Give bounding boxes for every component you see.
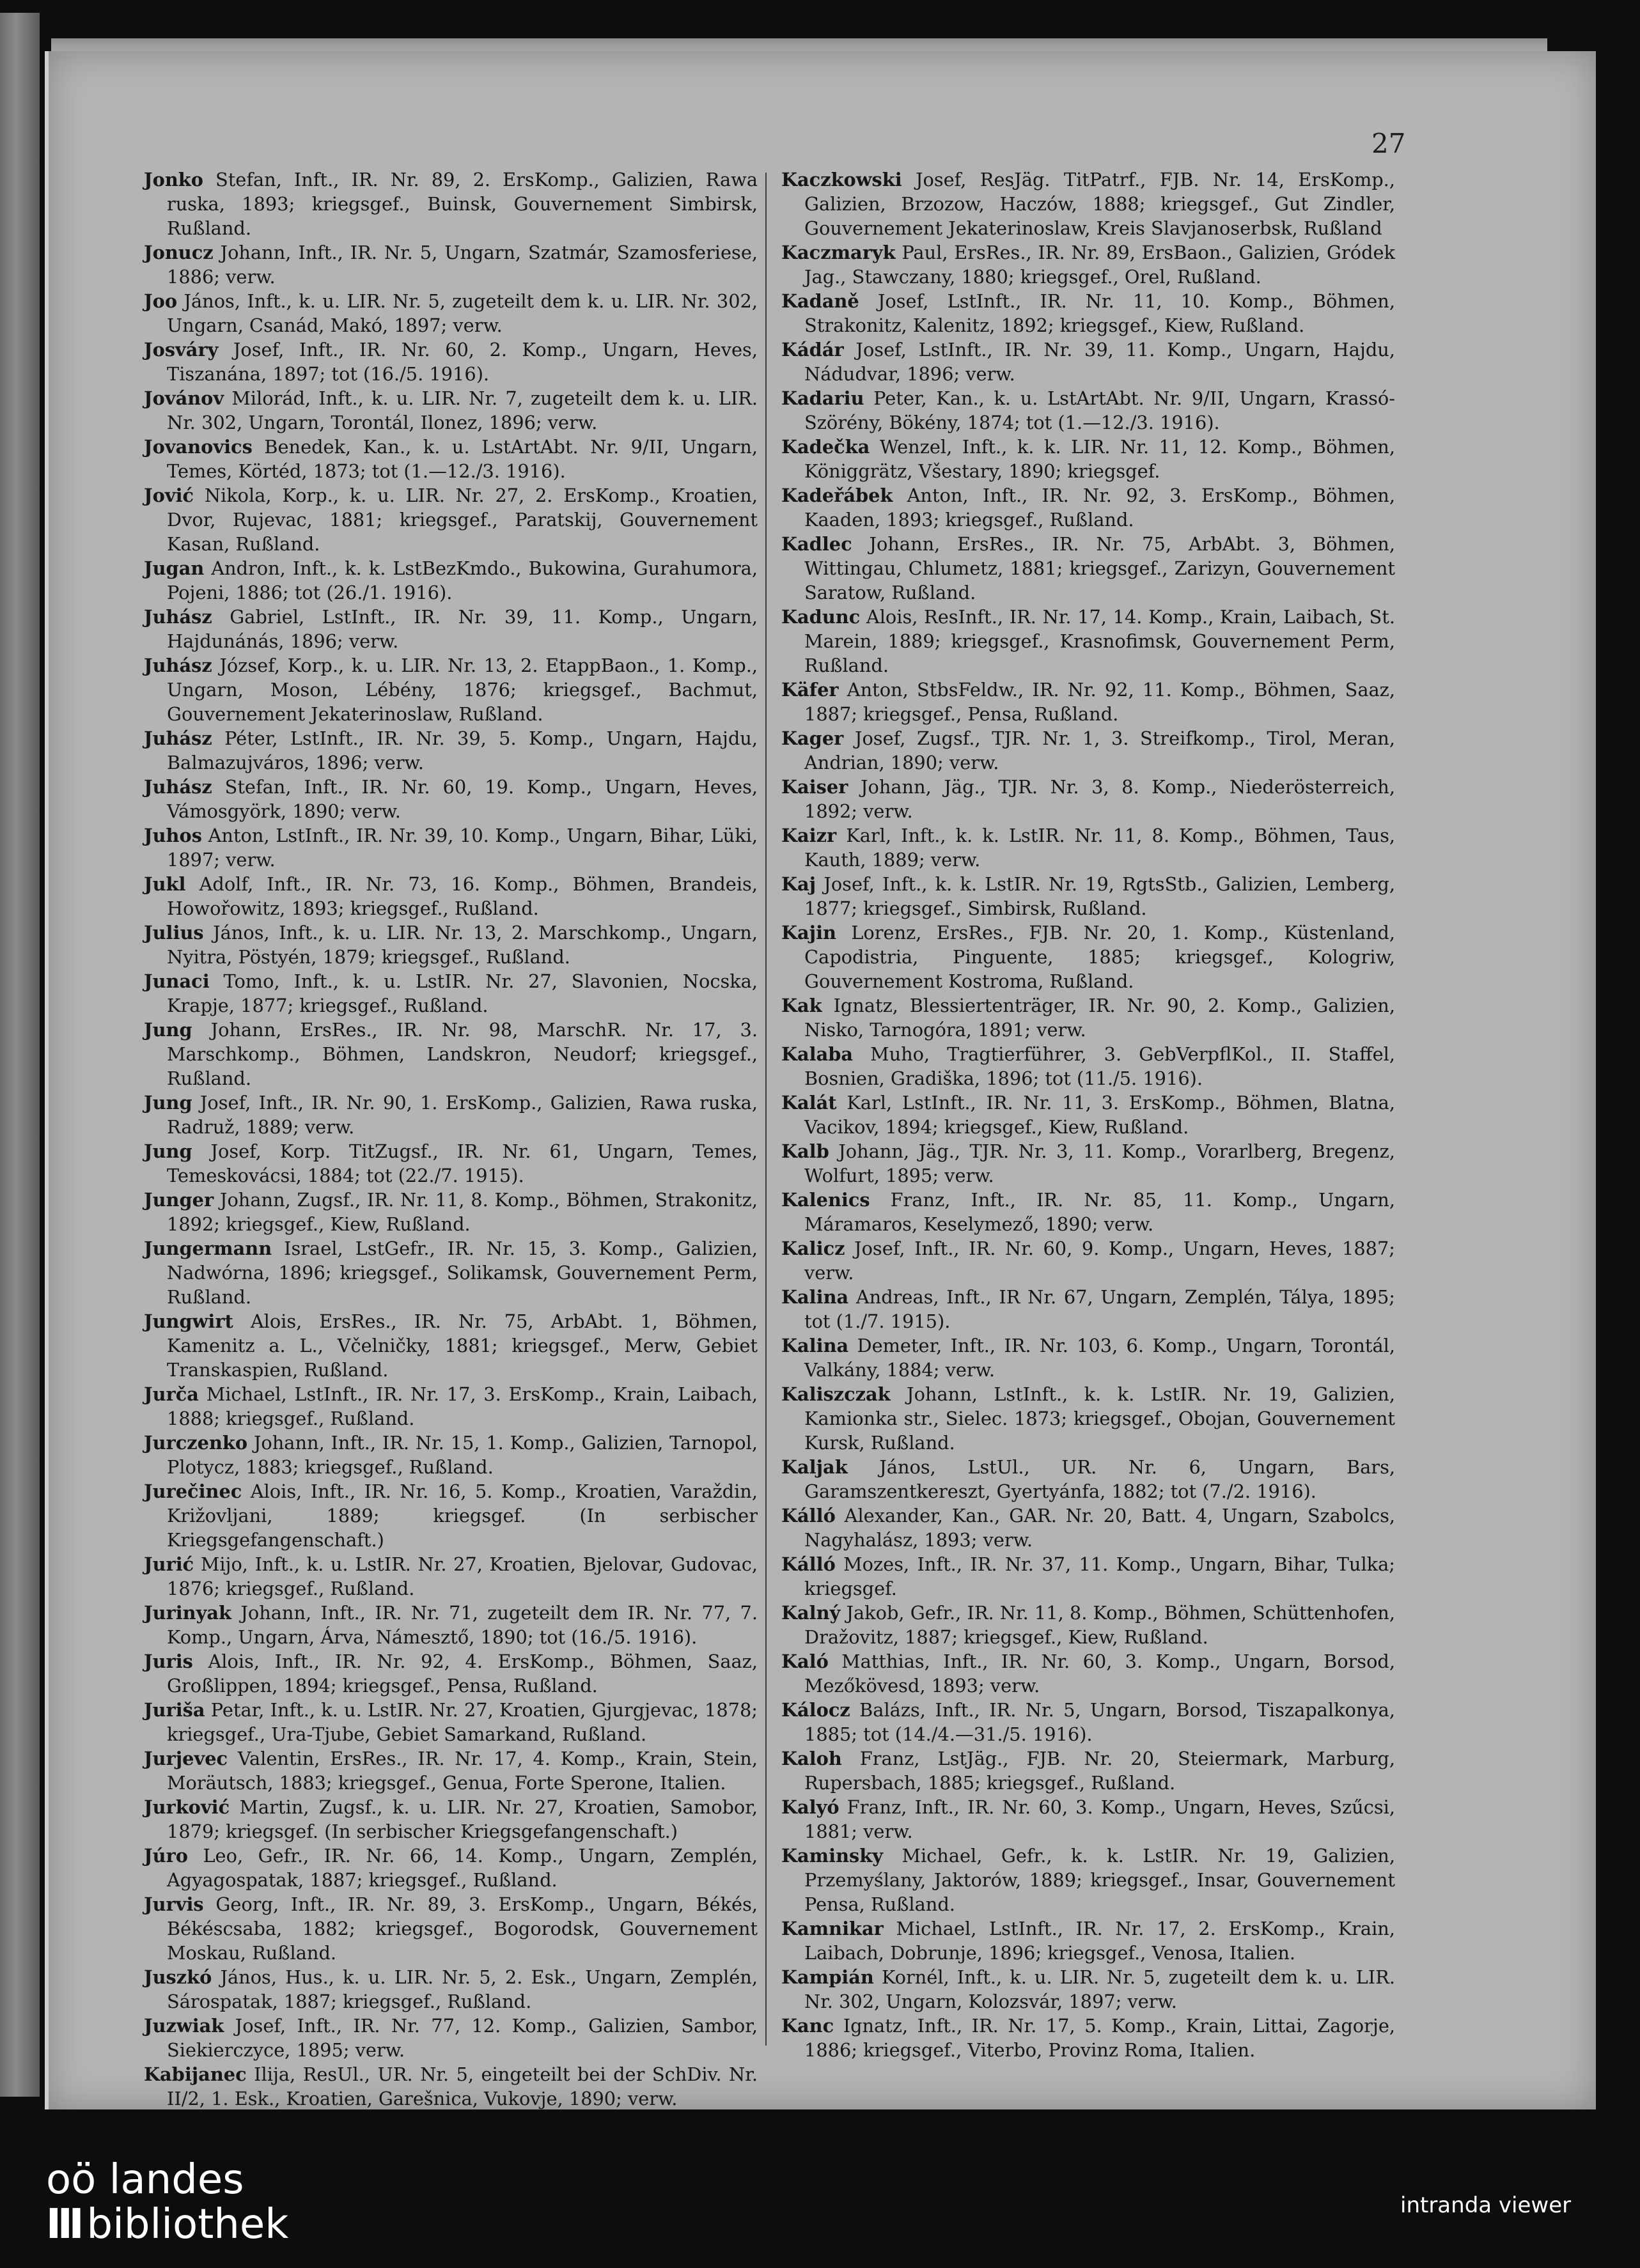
entry-surname: Kalaba: [781, 1043, 854, 1065]
entry-surname: Kadunc: [781, 606, 861, 628]
logo-text-line2: bibliothek: [86, 2201, 289, 2248]
entry-details: Valentin, ErsRes., IR. Nr. 17, 4. Komp., Krain, Stein, Moräutsch, 1883; kriegsgef., Genua, Forte Sperone, Italien.: [167, 1748, 758, 1794]
register-entry: [781, 2014, 1395, 2062]
entry-details: Alois, Inft., IR. Nr. 92, 4. ErsKomp., Böhmen, Saaz, Großlippen, 1894; kriegsgef., Pensa, Rußland.: [167, 1651, 758, 1697]
register-entry: [144, 435, 758, 483]
entry-surname: Jurczenko: [144, 1432, 248, 1454]
register-entry: [144, 1018, 758, 1091]
entry-surname: Kaj: [781, 873, 816, 895]
register-entry: [144, 969, 758, 1018]
register-entry: [144, 1746, 758, 1795]
entry-surname: Kaloh: [781, 1748, 842, 1769]
logo-text-line1: oö landes: [46, 2156, 244, 2203]
entry-surname: Juhász: [144, 727, 212, 749]
entry-surname: Kaló: [781, 1651, 829, 1672]
entry-details: Ilija, ResUl., UR. Nr. 5, eingeteilt bei der SchDiv. Nr. II/2, 1. Esk., Kroatien, Garešnica, Vukovje, 1890; verw.: [167, 2063, 758, 2109]
register-entry: [781, 678, 1395, 726]
register-entry: [144, 2062, 758, 2111]
entry-details: Josef, Inft., IR. Nr. 60, 9. Komp., Ungarn, Heves, 1887; verw.: [804, 1238, 1395, 1284]
entry-surname: Kalb: [781, 1140, 829, 1162]
register-entry: [781, 386, 1395, 435]
entry-details: Michael, LstInft., IR. Nr. 17, 2. ErsKomp., Krain, Laibach, Dobrunje, 1896; kriegsgef., Venosa, Italien.: [804, 1918, 1396, 1964]
library-logo[interactable]: [46, 2157, 288, 2247]
register-entry: [781, 1916, 1395, 1965]
register-entry: [144, 1892, 758, 1965]
register-entry: [781, 1042, 1395, 1091]
register-entry: [144, 338, 758, 386]
entry-details: Franz, Inft., IR. Nr. 85, 11. Komp., Ungarn, Máramaros, Keselymező, 1890; verw.: [804, 1189, 1396, 1235]
entry-surname: Jungwirt: [144, 1310, 233, 1332]
entry-details: Alois, ErsRes., IR. Nr. 75, ArbAbt. 1, Böhmen, Kamenitz a. L., Včelničky, 1881; kriegsgef., Merw, Gebiet Transkaspien, Rußland.: [167, 1310, 758, 1381]
entry-surname: Käfer: [781, 679, 839, 701]
entry-surname: Kalina: [781, 1335, 849, 1356]
entry-details: Josef, ResJäg. TitPatrf., FJB. Nr. 14, ErsKomp., Galizien, Brzozow, Haczów, 1888; kriegsgef., Gut Zindler, Gouvernement Jekaterinoslaw, Kreis Slavjanoserbsk, Rußland: [804, 169, 1395, 239]
register-entry: [781, 1844, 1395, 1916]
entry-details: Johann, Inft., IR. Nr. 15, 1. Komp., Galizien, Tarnopol, Plotycz, 1883; kriegsgef., Rußland.: [167, 1432, 758, 1478]
entry-surname: Jurečinec: [144, 1480, 242, 1502]
register-entry: [144, 1382, 758, 1431]
entry-surname: Kádár: [781, 339, 844, 361]
entry-details: Johann, LstInft., k. k. LstIR. Nr. 19, Galizien, Kamionka str., Sielec. 1873; kriegsgef., Obojan, Gouvernement Kursk, Rußland.: [804, 1383, 1395, 1454]
entry-surname: Juhász: [144, 606, 212, 628]
register-entry: [781, 1649, 1395, 1698]
entry-details: János, Hus., k. u. LIR. Nr. 5, 2. Esk., Ungarn, Zemplén, Sárospatak, 1887; kriegsgef., Rußland.: [167, 1966, 758, 2012]
register-entry: [144, 1698, 758, 1746]
entry-surname: Kager: [781, 727, 844, 749]
register-entry: [781, 435, 1395, 483]
register-entry: [781, 240, 1395, 289]
entry-surname: Josváry: [144, 339, 219, 361]
entry-details: Josef, Inft., IR. Nr. 77, 12. Komp., Galizien, Sambor, Siekierczyce, 1895; verw.: [167, 2015, 758, 2061]
register-entry: [781, 1698, 1395, 1746]
entry-details: Benedek, Kan., k. u. LstArtAbt. Nr. 9/II, Ungarn, Temes, Körtéd, 1873; tot (1.—12./3. 1916).: [167, 436, 758, 482]
entry-details: Nikola, Korp., k. u. LIR. Nr. 27, 2. ErsKomp., Kroatien, Dvor, Rujevac, 1881; kriegsgef., Paratskij, Gouvernement Kasan, Rußland.: [167, 485, 758, 555]
entry-details: Anton, LstInft., IR. Nr. 39, 10. Komp., Ungarn, Bihar, Lüki, 1897; verw.: [167, 825, 758, 871]
entry-details: Alois, Inft., IR. Nr. 16, 5. Komp., Kroatien, Varaždin, Križovljani, 1889; kriegsgef. (In serbischer Kriegsgefangenschaft.): [167, 1480, 758, 1551]
entry-details: János, Inft., k. u. LIR. Nr. 13, 2. Marschkomp., Ungarn, Nyitra, Pöstyén, 1879; kriegsgef., Rußland.: [167, 922, 758, 968]
entry-surname: Kadeřábek: [781, 485, 893, 506]
entry-surname: Kaliszczak: [781, 1383, 891, 1405]
entry-details: Adolf, Inft., IR. Nr. 73, 16. Komp., Böhmen, Brandeis, Howořowitz, 1893; kriegsgef., Rußland.: [167, 873, 758, 919]
register-entry: [144, 1309, 758, 1382]
register-entry: [781, 338, 1395, 386]
entry-details: Josef, Inft., IR. Nr. 90, 1. ErsKomp., Galizien, Rawa ruska, Radruž, 1889; verw.: [167, 1092, 758, 1138]
entry-surname: Júro: [144, 1845, 188, 1867]
register-entry: [781, 1139, 1395, 1188]
entry-details: Milorád, Inft., k. u. LIR. Nr. 7, zugeteilt dem k. u. LIR. Nr. 302, Ungarn, Torontál, Ilonez, 1896; verw.: [167, 387, 758, 433]
entry-surname: Kálló: [781, 1553, 836, 1575]
register-entry: [781, 1746, 1395, 1795]
entry-surname: Kaczmaryk: [781, 242, 896, 263]
register-entry: [144, 1795, 758, 1844]
entry-details: Johann, ErsRes., IR. Nr. 98, MarschR. Nr. 17, 3. Marschkomp., Böhmen, Landskron, Neudorf; kriegsgef., Rußland.: [167, 1019, 758, 1089]
entry-surname: Juriša: [144, 1699, 205, 1721]
register-entry: [144, 872, 758, 920]
entry-details: Josef, LstInft., IR. Nr. 39, 11. Komp., Ungarn, Hajdu, Nádudvar, 1896; verw.: [804, 339, 1396, 385]
entry-surname: Jurvis: [144, 1893, 204, 1915]
entry-details: Paul, ErsRes., IR. Nr. 89, ErsBaon., Galizien, Gródek Jag., Stawczany, 1880; kriegsgef., Orel, Rußland.: [804, 242, 1395, 288]
entry-surname: Kadečka: [781, 436, 870, 458]
entry-surname: Kamnikar: [781, 1918, 884, 1939]
entry-surname: Kaiser: [781, 776, 848, 798]
entry-details: Johann, Zugsf., IR. Nr. 11, 8. Komp., Böhmen, Strakonitz, 1892; kriegsgef., Kiew, Rußland.: [167, 1189, 758, 1235]
register-entry: [144, 167, 758, 240]
entry-details: Gabriel, LstInft., IR. Nr. 39, 11. Komp., Ungarn, Hajdunánás, 1896; verw.: [167, 606, 758, 652]
entry-surname: Jung: [144, 1092, 192, 1114]
register-entry: [144, 920, 758, 969]
column-divider: [765, 173, 767, 2046]
entry-surname: Kalina: [781, 1286, 849, 1308]
register-entry: [781, 1601, 1395, 1649]
register-entry: [144, 726, 758, 775]
entry-details: Lorenz, ErsRes., FJB. Nr. 20, 1. Komp., Küstenland, Capodistria, Pinguente, 1885; kriegsgef., Kologriw, Gouvernement Kostroma, Rußland.: [804, 922, 1395, 992]
register-entry: [144, 1479, 758, 1552]
register-entry: [781, 1091, 1395, 1139]
entry-details: Wenzel, Inft., k. k. LIR. Nr. 11, 12. Komp., Böhmen, Königgrätz, Všestary, 1890; kriegsgef.: [804, 436, 1395, 482]
entry-surname: Kalát: [781, 1092, 837, 1114]
entry-details: Leo, Gefr., IR. Nr. 66, 14. Komp., Ungarn, Zemplén, Agyagospatak, 1887; kriegsgef., Rußland.: [167, 1845, 758, 1891]
entry-details: Jakob, Gefr., IR. Nr. 11, 8. Komp., Böhmen, Schüttenhofen, Dražovitz, 1887; kriegsgef., Kiew, Rußland.: [804, 1602, 1396, 1648]
entry-details: Israel, LstGefr., IR. Nr. 15, 3. Komp., Galizien, Nadwórna, 1896; kriegsgef., Solikamsk, Gouvernement Perm, Rußland.: [167, 1238, 758, 1308]
register-entry: [144, 556, 758, 605]
entry-surname: Kajin: [781, 922, 836, 944]
register-entry: [781, 920, 1395, 993]
entry-details: Georg, Inft., IR. Nr. 89, 3. ErsKomp., Ungarn, Békés, Békéscsaba, 1882; kriegsgef., Bogorodsk, Gouvernement Moskau, Rußland.: [167, 1893, 758, 1964]
entry-details: Andreas, Inft., IR Nr. 67, Ungarn, Zemplén, Tálya, 1895; tot (1./7. 1915).: [804, 1286, 1395, 1332]
register-entry: [144, 1431, 758, 1479]
entry-details: János, LstUl., UR. Nr. 6, Ungarn, Bars, Garamszentkereszt, Gyertyánfa, 1882; tot (7./2. 1916).: [804, 1456, 1396, 1502]
entry-details: Andron, Inft., k. k. LstBezKmdo., Bukowina, Gurahumora, Pojeni, 1886; tot (26./1. 1916).: [167, 557, 758, 603]
register-entry: [781, 1552, 1395, 1601]
entry-details: Péter, LstInft., IR. Nr. 39, 5. Komp., Ungarn, Hajdu, Balmazujváros, 1896; verw.: [167, 727, 758, 773]
register-entry: [144, 605, 758, 653]
right-column: [781, 167, 1395, 2062]
entry-surname: Kálló: [781, 1505, 836, 1526]
register-entry: [144, 1188, 758, 1236]
entry-surname: Jugan: [144, 557, 205, 579]
register-entry: [781, 1382, 1395, 1455]
entry-details: Stefan, Inft., IR. Nr. 89, 2. ErsKomp., Galizien, Rawa ruska, 1893; kriegsgef., Buinsk, Gouvernement Simbirsk, Rußland.: [167, 169, 758, 239]
register-entry: [144, 1091, 758, 1139]
entry-surname: Kanc: [781, 2015, 834, 2037]
entry-surname: Jurča: [144, 1383, 199, 1405]
entry-surname: Jurinyak: [144, 1602, 231, 1624]
entry-details: Anton, StbsFeldw., IR. Nr. 92, 11. Komp., Böhmen, Saaz, 1887; kriegsgef., Pensa, Rußland.: [804, 679, 1395, 725]
entry-surname: Kaizr: [781, 825, 837, 846]
register-entry: [144, 653, 758, 726]
register-entry: [781, 532, 1395, 605]
entry-details: Johann, Inft., IR. Nr. 71, zugeteilt dem IR. Nr. 77, 7. Komp., Ungarn, Árva, Námesztő, 1890; tot (16./5. 1916).: [167, 1602, 758, 1648]
entry-details: Josef, Korp. TitZugsf., IR. Nr. 61, Ungarn, Temes, Temeskovácsi, 1884; tot (22./7. 1915).: [167, 1140, 758, 1186]
entry-surname: Kalyó: [781, 1796, 840, 1818]
entry-details: Karl, Inft., k. k. LstIR. Nr. 11, 8. Komp., Böhmen, Taus, Kauth, 1889; verw.: [804, 825, 1395, 871]
entry-details: Franz, LstJäg., FJB. Nr. 20, Steiermark, Marburg, Rupersbach, 1885; kriegsgef., Rußland.: [804, 1748, 1395, 1794]
entry-details: Karl, LstInft., IR. Nr. 11, 3. ErsKomp., Böhmen, Blatna, Vacikov, 1894; kriegsgef., Kiew, Rußland.: [804, 1092, 1395, 1138]
entry-details: Johann, ErsRes., IR. Nr. 75, ArbAbt. 3, Böhmen, Wittingau, Chlumetz, 1881; kriegsgef., Zarizyn, Gouvernement Saratow, Rußland.: [804, 533, 1396, 603]
entry-details: Mozes, Inft., IR. Nr. 37, 11. Komp., Ungarn, Bihar, Tulka; kriegsgef.: [804, 1553, 1395, 1599]
entry-surname: Kaljak: [781, 1456, 848, 1478]
register-entry: [144, 1844, 758, 1892]
entry-surname: Kadlec: [781, 533, 852, 555]
entry-surname: Jurković: [144, 1796, 230, 1818]
entry-surname: Joo: [144, 290, 178, 312]
register-entry: [144, 1601, 758, 1649]
entry-surname: Kaminsky: [781, 1845, 883, 1867]
register-entry: [781, 1285, 1395, 1333]
entry-surname: Juhos: [144, 825, 202, 846]
entry-details: Michael, Gefr., k. k. LstIR. Nr. 19, Galizien, Przemyślany, Jaktorów, 1889; kriegsgef., Insar, Gouvernement Pensa, Rußland.: [804, 1845, 1396, 1915]
entry-details: Ignatz, Inft., IR. Nr. 17, 5. Komp., Krain, Littai, Zagorje, 1886; kriegsgef., Viterbo, Provinz Roma, Italien.: [804, 2015, 1396, 2061]
register-entry: [781, 605, 1395, 678]
entry-surname: Kalicz: [781, 1238, 845, 1259]
entry-details: Johann, Jäg., TJR. Nr. 3, 11. Komp., Vorarlberg, Bregenz, Wolfurt, 1895; verw.: [804, 1140, 1395, 1186]
entry-details: Johann, Inft., IR. Nr. 5, Ungarn, Szatmár, Szamosferiese, 1886; verw.: [167, 242, 758, 288]
entry-details: János, Inft., k. u. LIR. Nr. 5, zugeteilt dem k. u. LIR. Nr. 302, Ungarn, Csanád, Makó, 1897; verw.: [167, 290, 758, 336]
entry-surname: Kabijanec: [144, 2063, 247, 2085]
left-column: [144, 167, 758, 2111]
logo-bars-icon: III: [46, 2201, 81, 2248]
register-entry: [781, 1795, 1395, 1844]
entry-surname: Junger: [144, 1189, 214, 1211]
entry-surname: Jović: [144, 485, 194, 506]
entry-surname: Kálocz: [781, 1699, 850, 1721]
register-entry: [781, 167, 1395, 240]
register-entry: [781, 823, 1395, 872]
entry-surname: Kalný: [781, 1602, 841, 1624]
entry-details: József, Korp., k. u. LIR. Nr. 13, 2. EtappBaon., 1. Komp., Ungarn, Moson, Lébény, 1876; kriegsgef., Bachmut, Gouvernement Jekaterinoslaw, Rußland.: [167, 655, 758, 725]
register-entry: [144, 240, 758, 289]
entry-details: Demeter, Inft., IR. Nr. 103, 6. Komp., Ungarn, Torontál, Valkány, 1884; verw.: [804, 1335, 1396, 1381]
page-number: 27: [1371, 128, 1406, 159]
entry-details: Alexander, Kan., GAR. Nr. 20, Batt. 4, Ungarn, Szabolcs, Nagyhalász, 1893; verw.: [804, 1505, 1395, 1551]
entry-details: Mijo, Inft., k. u. LstIR. Nr. 27, Kroatien, Bjelovar, Gudovac, 1876; kriegsgef., Rußland.: [167, 1553, 758, 1599]
entry-surname: Jung: [144, 1140, 192, 1162]
entry-details: Tomo, Inft., k. u. LstIR. Nr. 27, Slavonien, Nocska, Krapje, 1877; kriegsgef., Rußland.: [167, 970, 758, 1016]
register-entry: [144, 289, 758, 338]
register-entry: [781, 1503, 1395, 1552]
register-entry: [781, 1188, 1395, 1236]
entry-details: Muho, Tragtierführer, 3. GebVerpflKol., II. Staffel, Bosnien, Gradiška, 1896; tot (11./5. 1916).: [804, 1043, 1395, 1089]
entry-details: Ignatz, Blessiertenträger, IR. Nr. 90, 2. Komp., Galizien, Nisko, Tarnogóra, 1891; verw.: [804, 995, 1395, 1041]
register-entry: [144, 386, 758, 435]
entry-details: Josef, Inft., k. k. LstIR. Nr. 19, RgtsStb., Galizien, Lemberg, 1877; kriegsgef., Simbirsk, Rußland.: [804, 873, 1396, 919]
entry-surname: Kak: [781, 995, 822, 1016]
entry-details: Petar, Inft., k. u. LstIR. Nr. 27, Kroatien, Gjurgjevac, 1878; kriegsgef., Ura-Tjube, Gebiet Samarkand, Rußland.: [167, 1699, 758, 1745]
register-entry: [144, 483, 758, 556]
register-entry: [781, 775, 1395, 823]
entry-surname: Jung: [144, 1019, 192, 1041]
entry-details: Balázs, Inft., IR. Nr. 5, Ungarn, Borsod, Tiszapalkonya, 1885; tot (14./4.—31./5. 1916).: [804, 1699, 1395, 1745]
entry-surname: Kampián: [781, 1966, 874, 1988]
entry-details: Michael, LstInft., IR. Nr. 17, 3. ErsKomp., Krain, Laibach, 1888; kriegsgef., Rußland.: [167, 1383, 758, 1429]
entry-surname: Kadariu: [781, 387, 864, 409]
register-entry: [144, 1965, 758, 2014]
entry-details: Johann, Jäg., TJR. Nr. 3, 8. Komp., Niederösterreich, 1892; verw.: [804, 776, 1395, 822]
entry-details: Matthias, Inft., IR. Nr. 60, 3. Komp., Ungarn, Borsod, Mezőkövesd, 1893; verw.: [804, 1651, 1395, 1697]
register-entry: [781, 872, 1395, 920]
entry-details: Martin, Zugsf., k. u. LIR. Nr. 27, Kroatien, Samobor, 1879; kriegsgef. (In serbischer Kriegsgefangenschaft.): [167, 1796, 758, 1842]
entry-surname: Jukl: [144, 873, 186, 895]
entry-details: Josef, LstInft., IR. Nr. 11, 10. Komp., Böhmen, Strakonitz, Kalenitz, 1892; kriegsgef., Kiew, Rußland.: [804, 290, 1395, 336]
entry-surname: Jonucz: [144, 242, 214, 263]
register-entry: [144, 1236, 758, 1309]
register-entry: [781, 289, 1395, 338]
entry-surname: Kalenics: [781, 1189, 870, 1211]
register-entry: [781, 1333, 1395, 1382]
entry-surname: Kaczkowski: [781, 169, 902, 190]
previous-page-edge: [0, 13, 40, 2097]
entry-details: Franz, Inft., IR. Nr. 60, 3. Komp., Ungarn, Heves, Szűcsi, 1881; verw.: [804, 1796, 1395, 1842]
entry-surname: Jovánov: [144, 387, 224, 409]
entry-surname: Kadaně: [781, 290, 859, 312]
register-entry: [781, 1965, 1395, 2014]
entry-details: Josef, Zugsf., TJR. Nr. 1, 3. Streifkomp., Tirol, Meran, Andrian, 1890; verw.: [804, 727, 1395, 773]
entry-surname: Jonko: [144, 169, 203, 190]
register-entry: [781, 1455, 1395, 1503]
entry-surname: Jovanovics: [144, 436, 253, 458]
entry-surname: Juris: [144, 1651, 193, 1672]
entry-surname: Juszkó: [144, 1966, 212, 1988]
entry-surname: Jurić: [144, 1553, 194, 1575]
register-entry: [781, 1236, 1395, 1285]
register-entry: [144, 1552, 758, 1601]
entry-details: Josef, Inft., IR. Nr. 60, 2. Komp., Ungarn, Heves, Tiszanána, 1897; tot (16./5. 1916).: [167, 339, 758, 385]
entry-surname: Juhász: [144, 776, 212, 798]
entry-surname: Junaci: [144, 970, 210, 992]
register-entry: [144, 775, 758, 823]
entry-surname: Julius: [144, 922, 204, 944]
entry-details: Stefan, Inft., IR. Nr. 60, 19. Komp., Ungarn, Heves, Vámosgyörk, 1890; verw.: [167, 776, 758, 822]
register-entry: [781, 483, 1395, 532]
register-entry: [144, 1139, 758, 1188]
entry-surname: Juhász: [144, 655, 212, 676]
entry-details: Peter, Kan., k. u. LstArtAbt. Nr. 9/II, Ungarn, Krassó-Szörény, Bökény, 1874; tot (1.—12./3. 1916).: [804, 387, 1395, 433]
register-entry: [781, 993, 1395, 1042]
register-entry: [144, 2014, 758, 2062]
entry-details: Anton, Inft., IR. Nr. 92, 3. ErsKomp., Böhmen, Kaaden, 1893; kriegsgef., Rußland.: [804, 485, 1395, 531]
entry-surname: Jungermann: [144, 1238, 272, 1259]
entry-details: Kornél, Inft., k. u. LIR. Nr. 5, zugeteilt dem k. u. LIR. Nr. 302, Ungarn, Kolozsvár, 1897; verw.: [804, 1966, 1396, 2012]
register-entry: [144, 823, 758, 872]
entry-surname: Juzwiak: [144, 2015, 224, 2037]
viewer-label[interactable]: intranda viewer: [1400, 2193, 1572, 2218]
register-entry: [781, 726, 1395, 775]
register-entry: [144, 1649, 758, 1698]
entry-surname: Jurjevec: [144, 1748, 228, 1769]
entry-details: Alois, ResInft., IR. Nr. 17, 14. Komp., Krain, Laibach, St. Marein, 1889; kriegsgef., Krasnofimsk, Gouvernement Perm, Rußland.: [804, 606, 1395, 676]
